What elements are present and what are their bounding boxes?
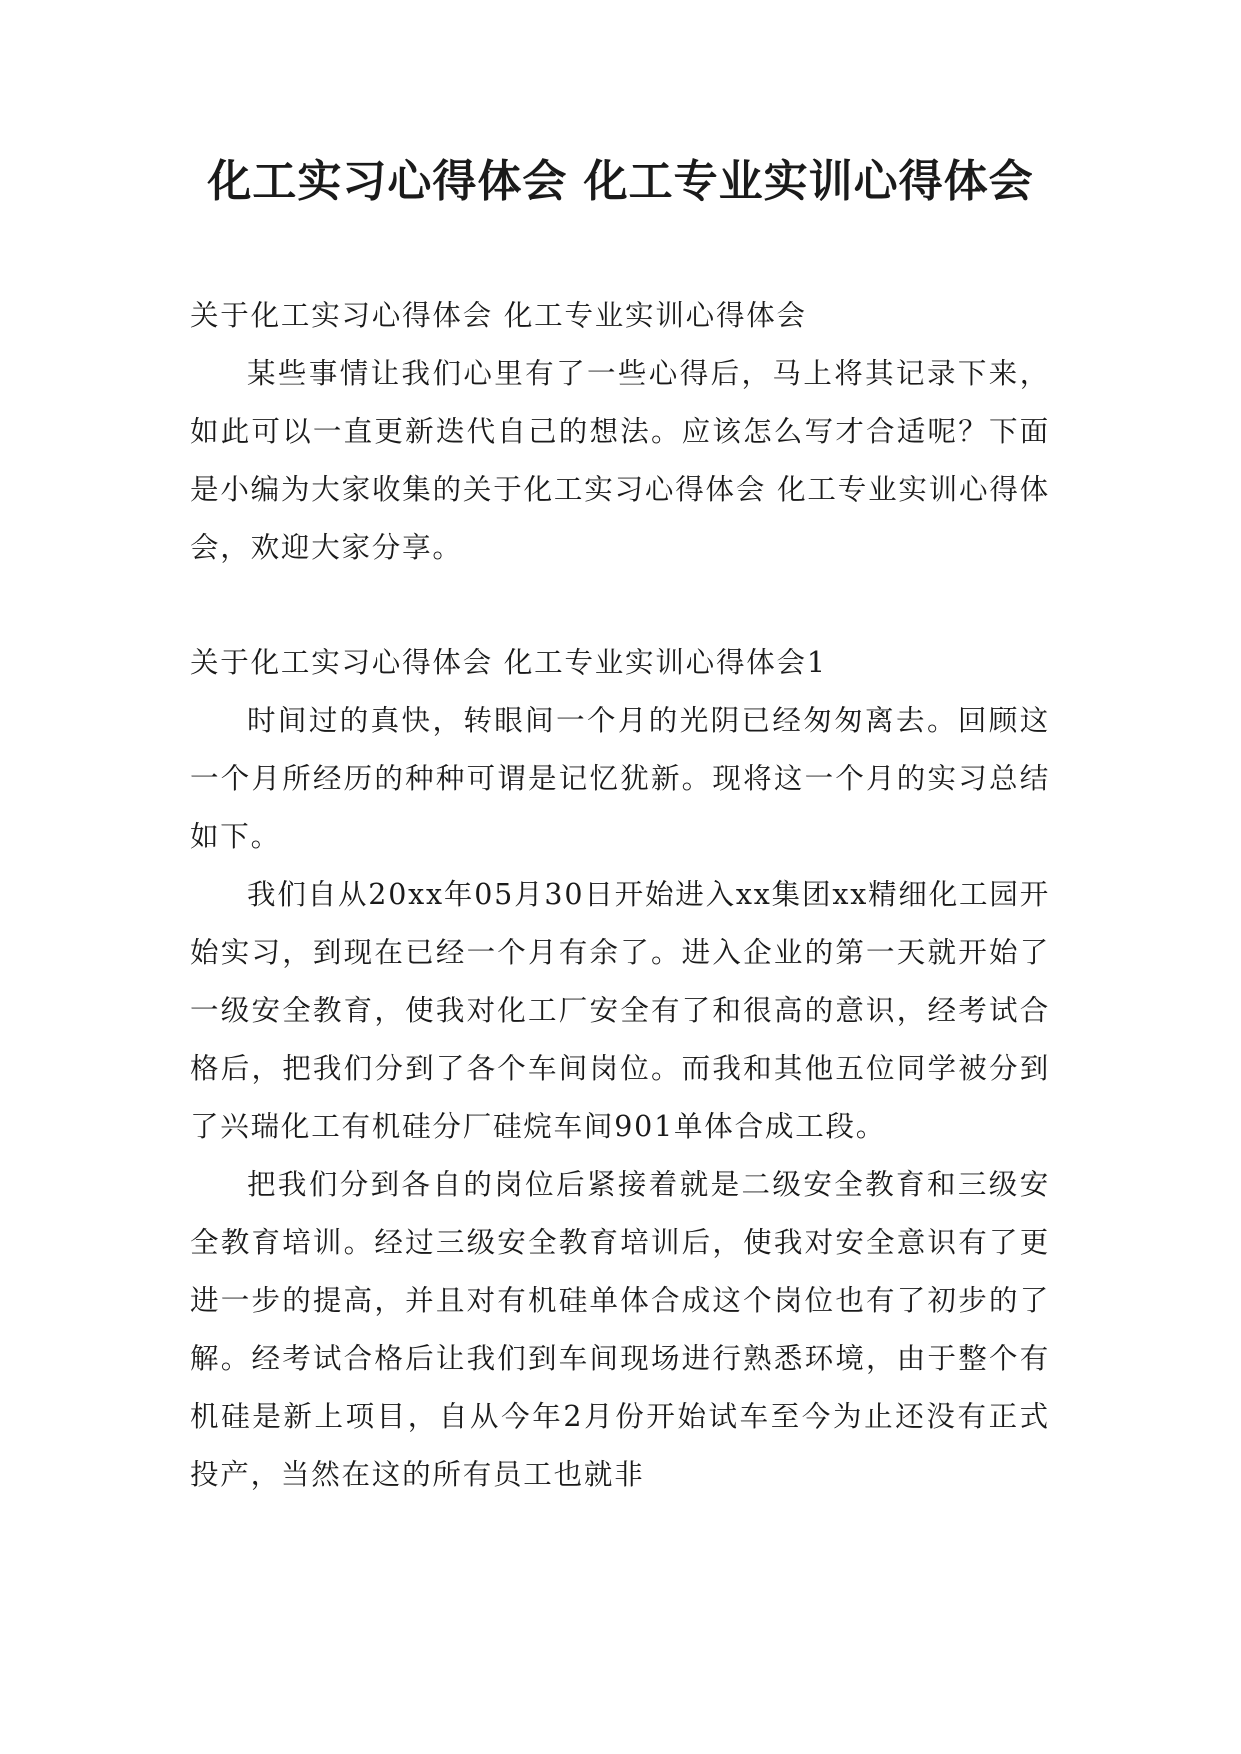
section-1-paragraph: 我们自从20xx年05月30日开始进入xx集团xx精细化工园开始实习，到现在已经一个月有余了。进入企业的第一天就开始了一级安全教育，使我对化工厂安全有了和很高的意识，经考试合格后，把我们分到了各个车间岗位。而我和其他五位同学被分到了兴瑞化工有机硅分厂硅烷车间901单体合成工段。 <box>190 878 1050 1143</box>
intro-heading: 关于化工实习心得体会 化工专业实训心得体会 <box>190 299 807 332</box>
section-spacer <box>190 577 1050 634</box>
document-body <box>190 287 1050 1504</box>
document-title: 化工实习心得体会 化工专业实训心得体会 <box>207 156 1034 207</box>
intro-paragraph: 某些事情让我们心里有了一些心得后，马上将其记录下来，如此可以一直更新迭代自己的想法。应该怎么写才合适呢？下面是小编为大家收集的关于化工实习心得体会 化工专业实训心得体会，欢迎大家分享。 <box>190 357 1050 564</box>
section-1-heading: 关于化工实习心得体会 化工专业实训心得体会1 <box>190 646 827 679</box>
section-1-paragraph: 把我们分到各自的岗位后紧接着就是二级安全教育和三级安全教育培训。经过三级安全教育培训后，使我对安全意识有了更进一步的提高，并且对有机硅单体合成这个岗位也有了初步的了解。经考试合格后让我们到车间现场进行熟悉环境，由于整个有机硅是新上项目，自从今年2月份开始试车至今为止还没有正式投产，当然在这的所有员工也就非 <box>190 1168 1050 1491</box>
section-1-paragraph: 时间过的真快，转眼间一个月的光阴已经匆匆离去。回顾这一个月所经历的种种可谓是记忆犹新。现将这一个月的实习总结如下。 <box>190 704 1050 853</box>
